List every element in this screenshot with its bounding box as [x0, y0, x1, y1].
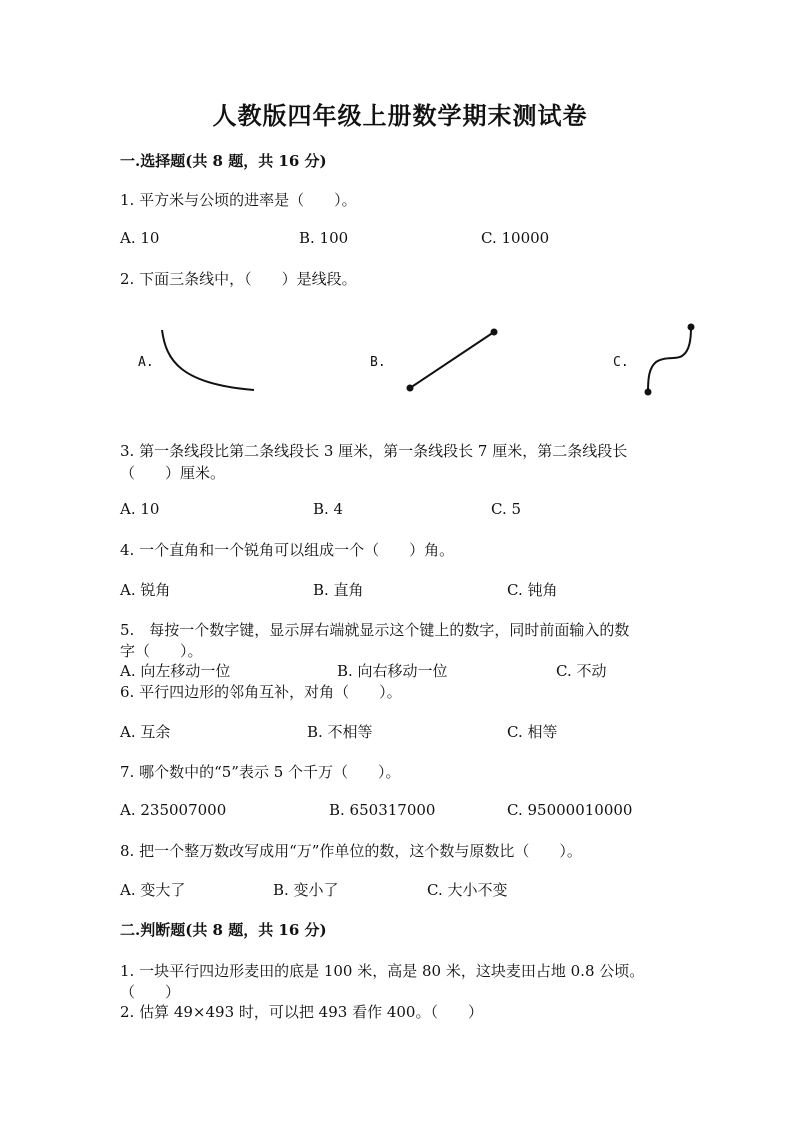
segment-endpoint-icon [491, 329, 498, 336]
question-4-option-a: A. 锐角 [120, 581, 171, 599]
question-5-stem-line2: 字（ ）。 [120, 642, 203, 660]
question-3-option-a: A. 10 [120, 500, 160, 518]
question-8-stem: 8. 把一个整万数改写成用“万”作单位的数，这个数与原数比（ ）。 [120, 842, 582, 860]
curved-line-a [162, 330, 254, 390]
question-7-stem: 7. 哪个数中的“5”表示 5 个千万（ ）。 [120, 763, 401, 781]
question-5-stem-line1: 5. 每按一个数字键，显示屏右端就显示这个键上的数字，同时前面输入的数 [120, 621, 630, 639]
question-4-option-b: B. 直角 [313, 581, 364, 599]
question-3-stem-line2: （ ）厘米。 [120, 464, 226, 482]
question-4-option-c: C. 钝角 [507, 581, 558, 599]
question-7-option-c: C. 95000010000 [507, 801, 633, 819]
page-title: 人教版四年级上册数学期末测试卷 [212, 101, 588, 130]
wavy-line-c [648, 327, 691, 392]
question-2-stem: 2. 下面三条线中，（ ）是线段。 [120, 270, 357, 288]
figure-a-label: A. [138, 355, 154, 370]
figure-c-label: C. [613, 355, 629, 370]
curve-endpoint-icon [645, 389, 652, 396]
question-3-option-b: B. 4 [313, 500, 344, 518]
curve-endpoint-icon [688, 324, 695, 331]
question-6-option-c: C. 相等 [507, 723, 558, 741]
question-1-option-b: B. 100 [299, 229, 349, 247]
question-2-figures [120, 318, 710, 400]
section-heading-judgment: 二.判断题(共 8 题，共 16 分) [120, 921, 327, 939]
segment-endpoint-icon [407, 385, 414, 392]
question-6-option-b: B. 不相等 [307, 723, 373, 741]
judgment-1-line1: 1. 一块平行四边形麦田的底是 100 米，高是 80 米，这块麦田占地 0.8 公顷。 [120, 962, 645, 980]
question-7-option-b: B. 650317000 [329, 801, 436, 819]
question-1-stem: 1. 平方米与公顷的进率是（ ）。 [120, 191, 357, 209]
question-5-option-b: B. 向右移动一位 [337, 662, 448, 680]
line-segment-b [410, 332, 494, 388]
question-5-option-a: A. 向左移动一位 [120, 662, 231, 680]
question-6-stem: 6. 平行四边形的邻角互补，对角（ ）。 [120, 683, 402, 701]
question-6-option-a: A. 互余 [120, 723, 171, 741]
question-8-option-b: B. 变小了 [273, 881, 339, 899]
question-8-option-c: C. 大小不变 [427, 881, 508, 899]
figure-b-label: B. [370, 355, 386, 370]
question-5-option-c: C. 不动 [556, 662, 607, 680]
question-7-option-a: A. 235007000 [120, 801, 227, 819]
question-3-option-c: C. 5 [491, 500, 522, 518]
question-8-option-a: A. 变大了 [120, 881, 186, 899]
question-1-option-a: A. 10 [120, 229, 160, 247]
question-4-stem: 4. 一个直角和一个锐角可以组成一个（ ）角。 [120, 541, 455, 559]
section-heading-choice: 一.选择题(共 8 题，共 16 分) [120, 152, 327, 170]
question-3-stem-line1: 3. 第一条线段比第二条线段长 3 厘米，第一条线段长 7 厘米，第二条线段长 [120, 442, 628, 460]
judgment-1-line2: （ ） [120, 983, 181, 1001]
judgment-2-line1: 2. 估算 49×493 时，可以把 493 看作 400。（ ） [120, 1003, 483, 1021]
question-1-option-c: C. 10000 [481, 229, 550, 247]
